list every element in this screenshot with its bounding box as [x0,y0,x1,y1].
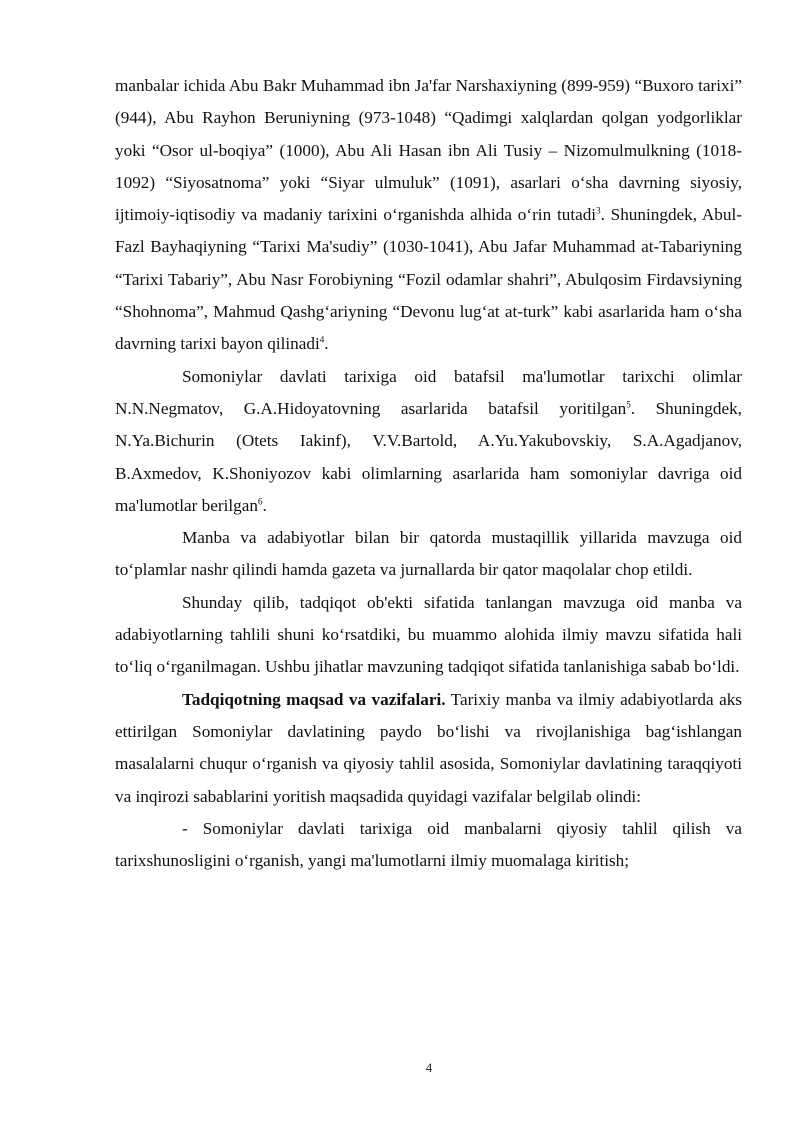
body-text [115,70,742,877]
footnote-ref: 5 [626,399,631,410]
text-run: . [324,334,329,354]
paragraph-scholars [115,361,742,522]
paragraph-goals [115,684,742,813]
text-run: Somoniylar davlati tarixiga oid batafsil ma'lumotlar tarixchi olimlar N.N.Negmatov, G.A.Hidoyatovning asarlarida batafsil yoritilgan [115,366,742,418]
text-run: Tarixiy manba va ilmiy adabiyotlarda aks ettirilgan Somoniylar davlatining paydo bo‘lishi va rivojlanishiga bag‘ishlangan masalalarni chuqur o‘rganish va qiyosiy tahlil asosida, Somoniylar davlatining taraqqiyoti va inqirozi sabablarini yoritish maqsadida quyidagi vazifalar belgilab olindi: [115,689,742,806]
page-number: 4 [425,1060,433,1075]
text-run: . Shuningdek, Abul-Fazl Bayhaqiyning “Tarixi Ma'sudiy” (1030-1041), Abu Jafar Muhammad at-Tabariyning “Tarixi Tabariy”, Abu Nasr Forobiyning “Fozil odamlar shahri”, Abulqosim Firdavsiyning “Shohnoma”, Mahmud Qashg‘ariyning “Devonu lug‘at at-turk” kabi asarlarida ham o‘sha davrning tarixi bayon qilinadi [115,205,742,354]
footnote-ref: 4 [319,334,325,345]
footnote-ref: 3 [596,205,601,216]
paragraph-independence [115,522,742,587]
paragraph-sources [115,70,742,361]
list-item-task [115,813,742,878]
paragraph-conclusion [115,587,742,684]
text-run: manbalar ichida Abu Bakr Muhammad ibn Ja'far Narshaxiyning (899-959) “Buxoro tarixi” (944), Abu Rayhon Beruniyning (973-1048) “Qadimgi xalqlardan qolgan yodgorliklar yoki “Osor ul-boqiya” (1000), Abu Ali Hasan ibn Ali Tusiy – Nizomulmulkning (1018-1092) “Siyosatnoma” yoki “Siyar ulmuluk” (1091), asarlari o‘sha davrning siyosiy, ijtimoiy-iqtisodiy va madaniy tarixini o‘rganishda alhida o‘rin tutadi [115,76,742,225]
footnote-ref: 6 [257,496,263,507]
text-run: - Somoniylar davlati tarixiga oid manbalarni qiyosiy tahlil qilish va tarixshunosligini o‘rganish, yangi ma'lumotlarni ilmiy muomalaga kiritish; [115,818,742,871]
text-run: . [262,495,267,515]
text-run: Shunday qilib, tadqiqot ob'ekti sifatida tanlangan mavzuga oid manba va adabiyotlarning tahlili shuni ko‘rsatdiki, bu muammo alohida ilmiy mavzu sifatida hali to‘liq o‘rganilmagan. Ushbu jihatlar mavzuning tadqiqot sifatida tanlanishiga sabab bo‘ldi. [115,592,742,677]
text-run: . Shuningdek, N.Ya.Bichurin (Otets Iakinf), V.V.Bartold, A.Yu.Yakubovskiy, S.A.Agadjanov, B.Axmedov, K.Shoniyozov kabi olimlarning asarlarida ham somoniylar davriga oid ma'lumotlar berilgan [115,398,742,515]
bold-heading: Tadqiqotning maqsad va vazifalari. [182,689,446,709]
text-run: Manba va adabiyotlar bilan bir qatorda mustaqillik yillarida mavzuga oid to‘plamlar nashr qilindi hamda gazeta va jurnallarda bir qator maqolalar chop etildi. [115,528,742,580]
